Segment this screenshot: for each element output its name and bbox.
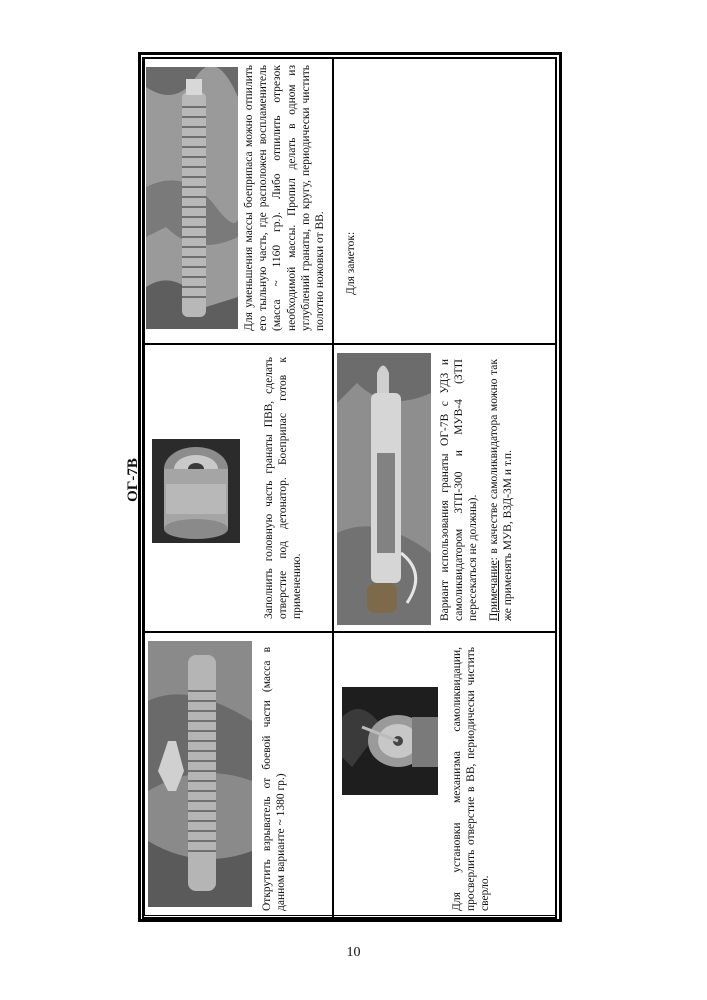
variant-note [487,359,515,621]
variant-description: Вариант использования гранаты ОГ-7В с УДЗ и самоликвидатором ЗТП-300 и МУВ-4 (ЗТП пересекаться не должны). [439,359,480,621]
cell-fuse-removal-text: Открутить взрыватель от боевой части (масса в данном варианте ~ 1380 гр.) [261,647,288,911]
cell-notes [332,57,557,345]
grenade-head-photo [152,439,240,543]
note-text: : в качестве самоликвидатора можно так же применять МУВ, ВЗД-3М и т.п. [487,359,514,621]
cell-cutting-text: Для уменьшения массы боеприпаса можно отпилить его тыльную часть, где расположен воспламенитель (масса ~ 1160 гр.). Либо отпилить отрезок необходимой массы. Пропил делать в одном из углублений гранаты, по кругу, периодически чистить полотно ножовки от ВВ. [243,65,327,331]
grenade-body-photo [146,67,238,329]
cell-fill-head [142,343,334,633]
cell-variant [332,343,557,633]
drilled-head-photo [342,687,438,795]
assembled-grenade-photo [337,353,431,625]
cell-cutting [142,57,334,345]
cell-fill-head-text: Заполнить головную часть гранаты ПВВ, сделать отверстие под детонатор. Боеприпас готов к применению. [263,357,304,619]
cell-variant-text [438,359,557,621]
notes-label: Для заметок: [345,231,357,295]
grenade-fuse-photo [148,641,252,907]
note-label: Примечание [487,560,500,621]
page-number: 10 [346,945,361,960]
cell-fuse-removal [142,631,334,919]
page-title: ОГ-7В [125,458,141,502]
cell-drilling-text: Для установки механизма самоликвидации, просверлить отверстие в ВВ, периодически чистить сверло. [451,647,492,911]
cell-drilling [332,631,557,919]
